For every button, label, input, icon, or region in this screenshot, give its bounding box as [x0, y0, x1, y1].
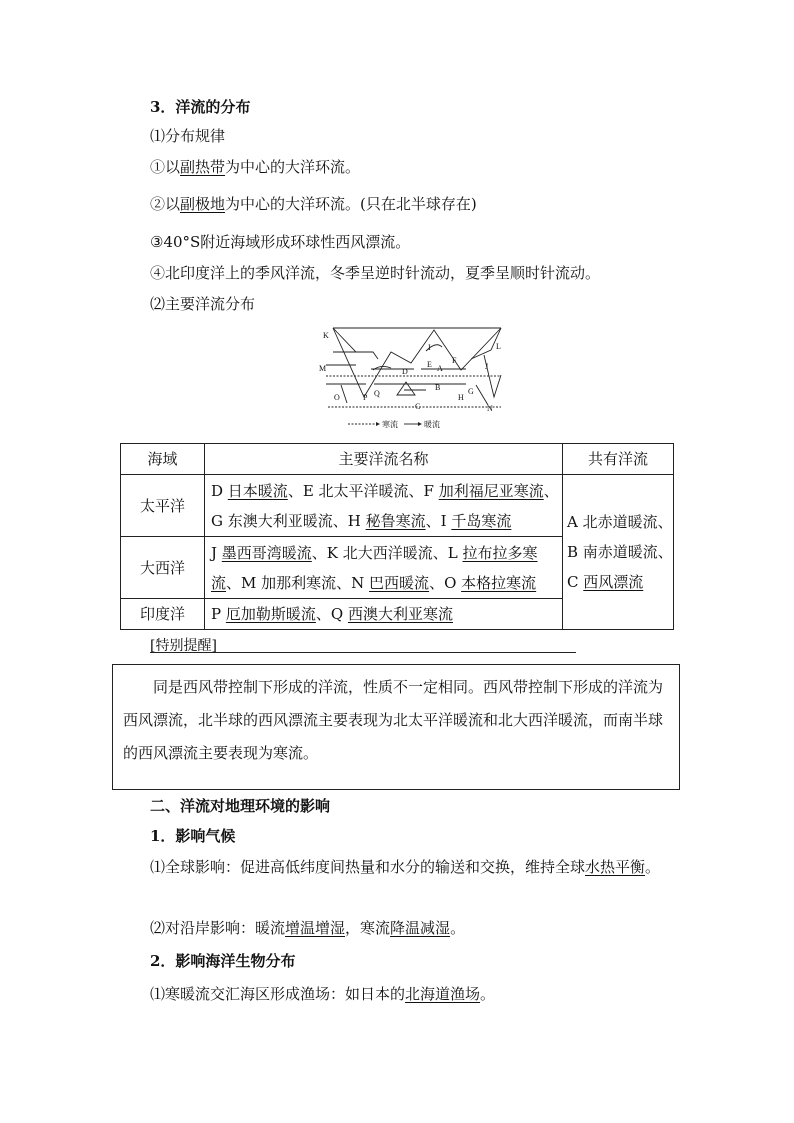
text-span: 、O: [429, 573, 462, 592]
text-span: ⑴全球影响：促进高低纬度间热量和水分的输送和交换，维持全球: [150, 858, 586, 876]
table-currents-pacific: [205, 475, 563, 537]
diagram-label-P: P: [363, 393, 368, 402]
rule-item-2: ②以副极地为中心的大洋环流。(只在北半球存在): [150, 195, 477, 213]
underlined-term: 墨西哥湾暖流: [221, 543, 312, 562]
diagram-label-H: H: [458, 393, 464, 402]
text-span: ⑴寒暖流交汇海区形成渔场：如日本的: [150, 985, 406, 1003]
text-span: ，寒流: [345, 919, 391, 937]
cell-line: [567, 507, 673, 537]
diagram-label-L: L: [496, 342, 501, 351]
tip-box: [112, 664, 680, 790]
table-currents-atlantic: [205, 537, 563, 599]
diagram-label-Q: Q: [374, 389, 380, 398]
diagram-label-C: C: [415, 402, 421, 411]
cell-line: [211, 599, 562, 629]
diagram-label-K: K: [323, 331, 329, 340]
underlined-term: 秘鲁寒流: [365, 511, 426, 530]
ocean-currents-table: [120, 443, 674, 630]
tip-divider: [150, 652, 576, 653]
tip-label: [特别提醒]: [150, 638, 217, 654]
underlined-term: 千岛寒流: [451, 511, 512, 530]
table-ocean-atlantic: 大西洋: [121, 537, 205, 599]
text-span: 、K 北大西洋暖流、L: [311, 543, 463, 562]
subheading-distribution-rule: ⑴分布规律: [150, 127, 226, 145]
underlined-term: 日本暖流: [227, 481, 288, 500]
diagram-label-N: N: [487, 404, 493, 413]
para-coastal-effect: [150, 918, 465, 938]
diagram-label-M: M: [319, 364, 327, 373]
diagram-label-F: F: [452, 356, 457, 365]
table-header-shared: 共有洋流: [563, 444, 674, 475]
text-span: 、M 加那利寒流、N: [226, 573, 370, 592]
table-header-currents: 主要洋流名称: [205, 444, 563, 475]
diagram-label-B: B: [435, 383, 441, 392]
underlined-term: 厄加勒斯暖流: [225, 605, 316, 623]
underlined-term: 流: [211, 573, 227, 592]
text-span: 、E 北太平洋暖流、F: [287, 481, 439, 500]
text-span: 、I: [425, 511, 452, 530]
ocean-current-diagram: [316, 325, 506, 433]
diagram-label-I: I: [428, 343, 431, 352]
diagram-label-J: J: [485, 362, 489, 371]
subheading-main-currents: ⑵主要洋流分布: [150, 295, 256, 313]
tip-text: 同是西风带控制下形成的洋流，性质不一定相同。西风带控制下形成的洋流为西风漂流，北半球的西风漂流主要表现为北太平洋暖流和北大西洋暖流，而南半球的西风漂流主要表现为寒流。: [123, 678, 664, 762]
underlined-term: 增温增湿: [285, 919, 346, 937]
text-span: J: [211, 543, 222, 562]
text-span: 。: [645, 858, 661, 876]
cell-line: [211, 568, 562, 598]
rule-item-1: ①以副热带为中心的大洋环流。: [150, 158, 361, 176]
diagram-label-O: O: [334, 393, 340, 402]
text-span: B 南赤道暖流、: [567, 543, 673, 561]
diagram-label-E: E: [427, 360, 432, 369]
text-span: D: [211, 481, 228, 500]
rule-item-4: ④北印度洋上的季风洋流，冬季呈逆时针流动，夏季呈顺时针流动。: [150, 264, 601, 282]
para-global-effect: [120, 854, 680, 880]
text-span: 、Q: [315, 605, 348, 623]
text-span: 。: [450, 919, 466, 937]
legend-warm-label: 暖流: [424, 420, 440, 429]
cell-line: [567, 537, 673, 567]
table-shared-currents: [563, 475, 674, 630]
diagram-label-G: G: [468, 387, 474, 396]
section2-sub2: 2．影响海洋生物分布: [150, 952, 296, 970]
section2-sub1: 1．影响气候: [150, 827, 236, 845]
underlined-term: 西澳大利亚寒流: [347, 605, 453, 623]
text-span: ⑵对沿岸影响：暖流: [150, 919, 286, 937]
section-title: 3．洋流的分布: [150, 98, 251, 116]
table-ocean-indian: 印度洋: [121, 599, 205, 630]
text-span: C: [567, 573, 584, 591]
text-span: 、: [543, 481, 559, 500]
underlined-term: 本格拉寒流: [461, 573, 537, 592]
table-ocean-pacific: 太平洋: [121, 475, 205, 537]
cell-line: [211, 476, 562, 506]
underlined-term: 巴西暖流: [369, 573, 430, 592]
table-currents-indian: [205, 599, 563, 630]
underlined-term: 西风漂流: [583, 573, 644, 591]
underlined-term: 北海道渔场: [405, 985, 481, 1003]
underlined-term: 降温减湿: [390, 919, 451, 937]
text-span: 。: [480, 985, 496, 1003]
para-fishing-ground: [150, 984, 495, 1004]
cell-line: [211, 538, 562, 568]
text-span: P: [211, 605, 226, 623]
underlined-term: 加利福尼亚寒流: [438, 481, 544, 500]
underlined-term: 水热平衡: [585, 858, 646, 876]
section2-title: 二、洋流对地理环境的影响: [150, 797, 331, 815]
underlined-term: 拉布拉多寒: [462, 543, 538, 562]
table-header-ocean: 海域: [121, 444, 205, 475]
diagram-label-D: D: [402, 367, 408, 376]
legend-cold-label: 寒流: [382, 420, 398, 429]
text-span: G 东澳大利亚暖流、H: [211, 511, 366, 530]
rule-item-3: ③40°S附近海域形成环球性西风漂流。: [150, 233, 411, 251]
diagram-label-A: A: [437, 364, 443, 373]
cell-line: [211, 506, 562, 536]
cell-line: [567, 567, 673, 597]
text-span: A 北赤道暖流、: [567, 513, 673, 531]
